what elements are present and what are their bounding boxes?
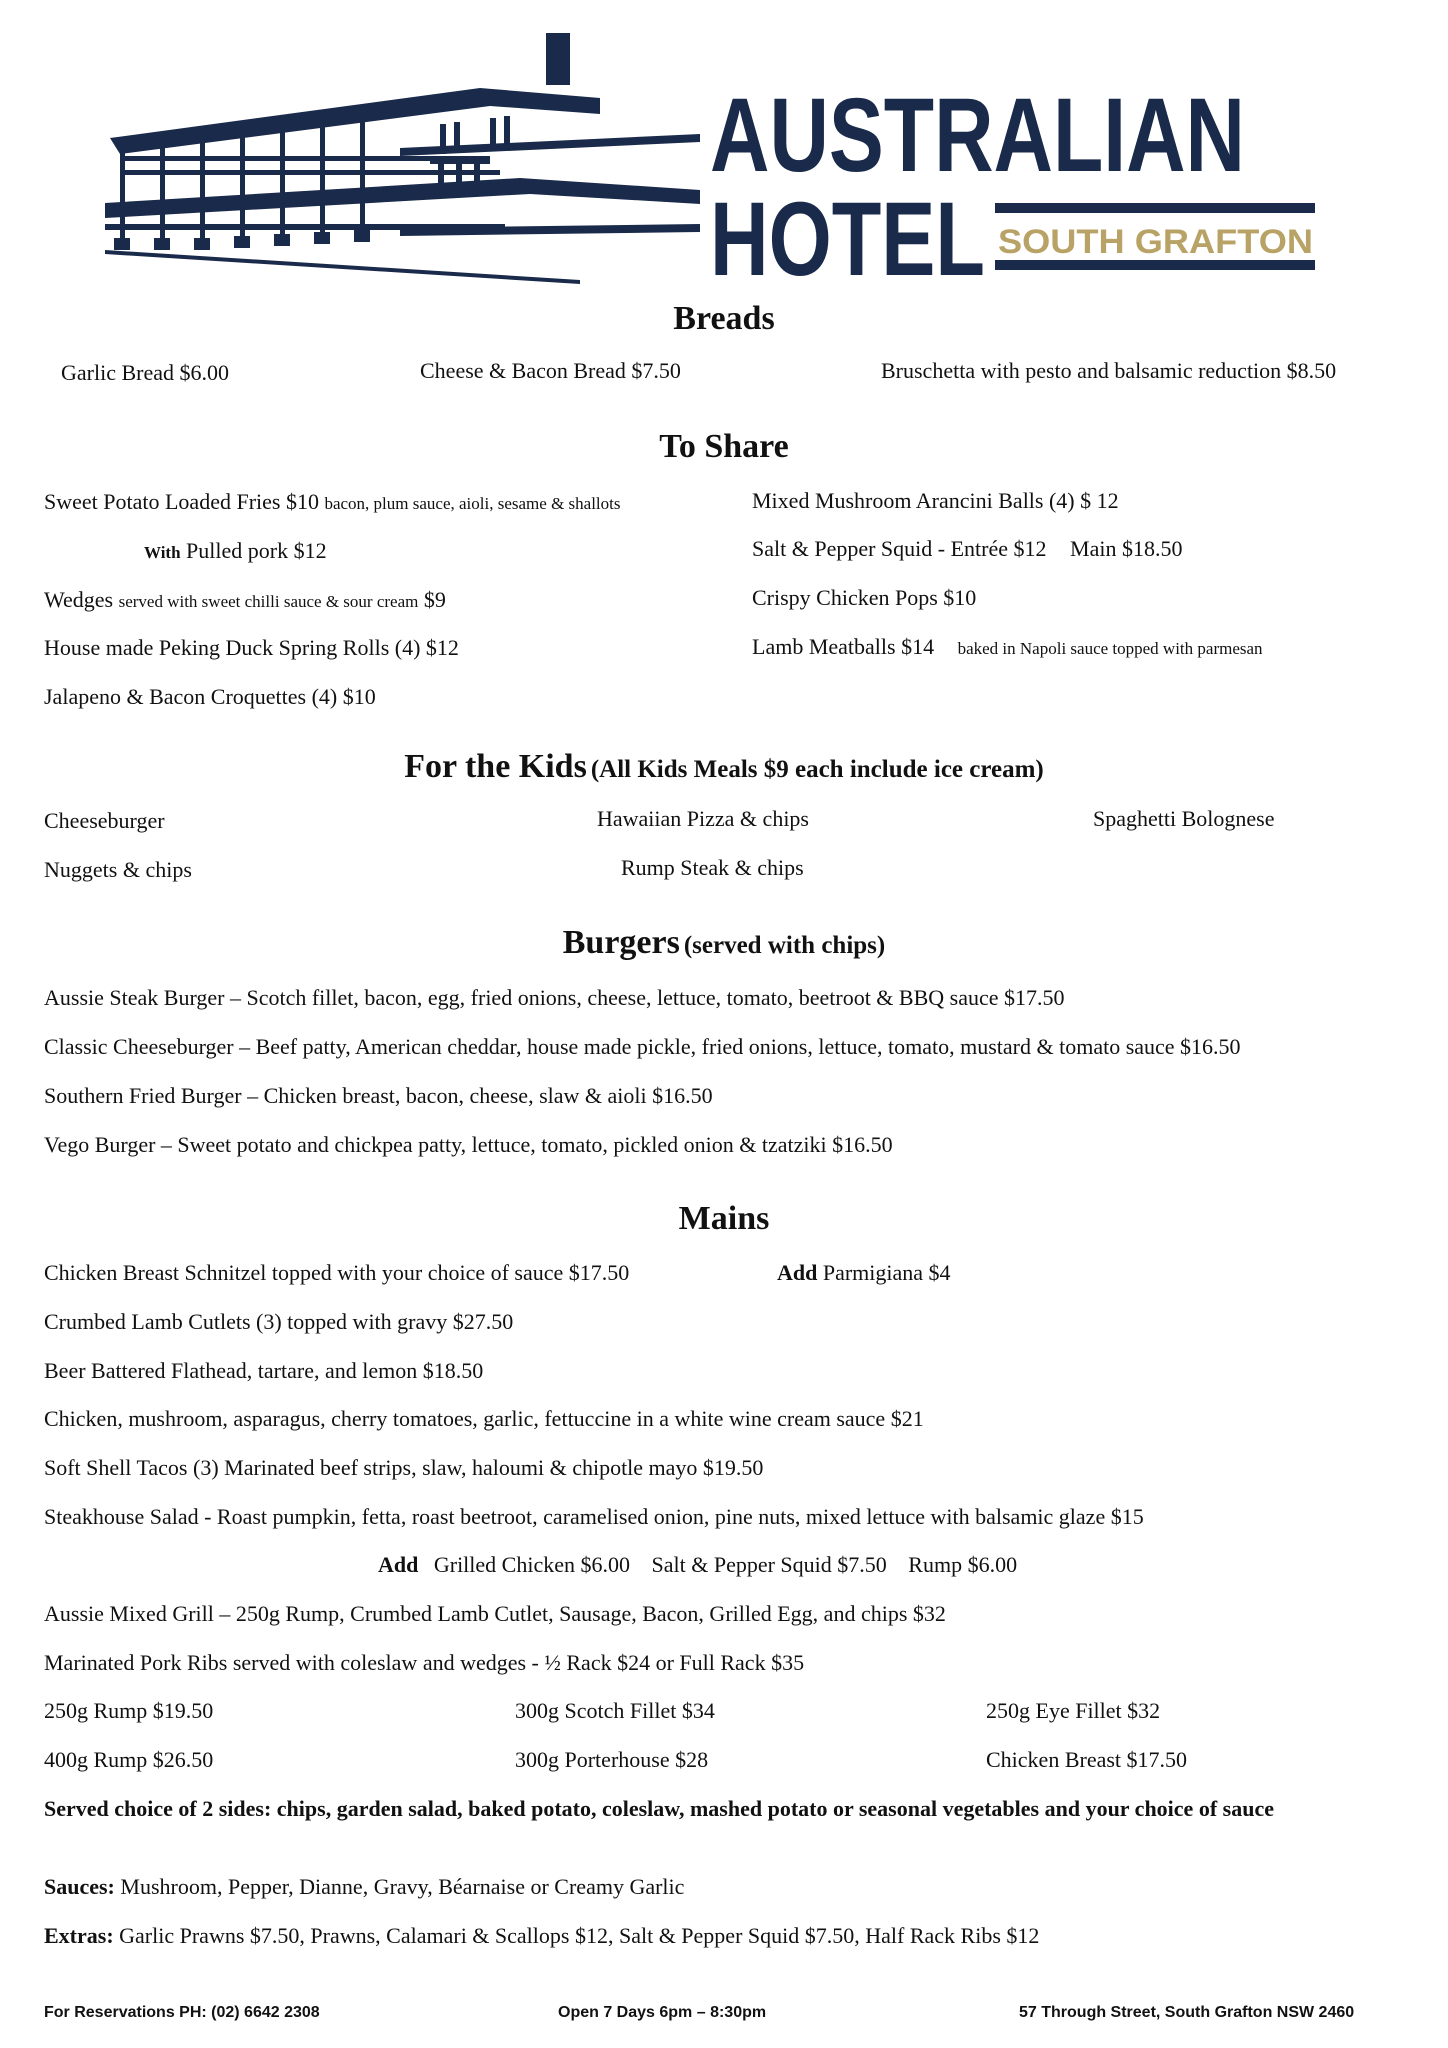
burger-item: Aussie Steak Burger – Scotch fillet, bacon, egg, fried onions, cheese, lettuce, tomato, beetroot & BBQ sauce $17.50 (44, 985, 1065, 1010)
item-note: baked in Napoli sauce topped with parmesan (957, 639, 1263, 658)
breads-item: Garlic Bread $6.00 (61, 360, 229, 385)
steak-item: 250g Eye Fillet $32 (986, 1698, 1161, 1723)
kids-item: Cheeseburger (44, 808, 165, 833)
mains-item-parmigiana (777, 1260, 951, 1286)
burgers-title: Burgers (562, 924, 680, 961)
steak-item: 300g Scotch Fillet $34 (515, 1698, 715, 1723)
brand-divider-top (995, 203, 1315, 213)
breads-item: Cheese & Bacon Bread $7.50 (420, 358, 681, 383)
mains-item-lamb-cutlets: Crumbed Lamb Cutlets (3) topped with gravy $27.50 (44, 1309, 514, 1334)
mains-heading: Mains (678, 1200, 770, 1237)
salad-addons (378, 1552, 1017, 1578)
menu-item-spring-rolls: House made Peking Duck Spring Rolls (4) $12 (44, 635, 459, 660)
menu-item-pulled-pork (144, 538, 327, 564)
menu-item-chicken-pops: Crispy Chicken Pops $10 (752, 585, 977, 610)
sauces-value: Mushroom, Pepper, Dianne, Gravy, Béarnaise or Creamy Garlic (120, 1874, 685, 1899)
breads-item: Bruschetta with pesto and balsamic reduction $8.50 (881, 358, 1337, 383)
burger-item: Classic Cheeseburger – Beef patty, American cheddar, house made pickle, fried onions, lettuce, tomato, mustard & tomato sauce $16.50 (44, 1034, 1241, 1059)
item-note: served with sweet chilli sauce & sour cream (118, 592, 419, 611)
kids-heading (0, 748, 1448, 786)
menu-item-loaded-fries (44, 489, 620, 515)
menu-item-squid (752, 536, 1182, 562)
to-share-heading: To Share (659, 428, 789, 465)
item-price: $9 (423, 587, 446, 612)
item-note: bacon, plum sauce, aioli, sesame & shallots (324, 494, 621, 513)
mains-item-mixed-grill: Aussie Mixed Grill – 250g Rump, Crumbed Lamb Cutlet, Sausage, Bacon, Grilled Egg, and chips $32 (44, 1601, 946, 1626)
addon-item: Grilled Chicken $6.00 (433, 1552, 630, 1577)
menu-item-wedges (44, 587, 446, 613)
footer-hours: Open 7 Days 6pm – 8:30pm (558, 2004, 767, 2021)
mains-item-salad: Steakhouse Salad - Roast pumpkin, fetta, roast beetroot, caramelised onion, pine nuts, mixed lettuce with balsamic glaze $15 (44, 1504, 1144, 1529)
with-label: With (144, 543, 181, 562)
kids-item: Spaghetti Bolognese (1093, 806, 1275, 831)
add-label: Add (378, 1552, 419, 1577)
item-text: Parmigiana $4 (822, 1260, 951, 1285)
item-text: Wedges (44, 587, 114, 612)
hotel-logo (100, 28, 1313, 298)
burger-item: Vego Burger – Sweet potato and chickpea patty, lettuce, tomato, pickled onion & tzatziki $16.50 (44, 1132, 893, 1157)
footer-address: 57 Through Street, South Grafton NSW 2460 (1019, 2004, 1355, 2021)
sides-note: Served choice of 2 sides: chips, garden salad, baked potato, coleslaw, mashed potato or seasonal vegetables and your choice of sauce (44, 1796, 1274, 1821)
brand-divider-bottom (995, 260, 1315, 270)
menu-item-meatballs (752, 634, 1263, 660)
kids-item: Hawaiian Pizza & chips (597, 806, 809, 831)
breads-heading: Breads (673, 300, 775, 337)
mains-item-flathead: Beer Battered Flathead, tartare, and lemon $18.50 (44, 1358, 484, 1383)
extras-value: Garlic Prawns $7.50, Prawns, Calamari & Scallops $12, Salt & Pepper Squid $7.50, Half Rack Ribs $12 (119, 1923, 1040, 1948)
kids-title: For the Kids (404, 748, 587, 785)
brand-name-line1: AUSTRALIAN (710, 77, 1245, 194)
steak-item: 250g Rump $19.50 (44, 1698, 214, 1723)
steak-item: 300g Porterhouse $28 (515, 1747, 709, 1772)
mains-item-fettuccine: Chicken, mushroom, asparagus, cherry tomatoes, garlic, fettuccine in a white wine cream sauce $21 (44, 1406, 924, 1431)
burgers-heading (0, 924, 1448, 962)
item-text: Sweet Potato Loaded Fries $10 (44, 489, 319, 514)
sauces-line (44, 1874, 684, 1900)
burgers-subtitle: (served with chips) (683, 932, 886, 959)
add-label: Add (777, 1260, 818, 1285)
mains-item-schnitzel: Chicken Breast Schnitzel topped with your choice of sauce $17.50 (44, 1260, 630, 1285)
item-main-price: Main $18.50 (1070, 536, 1183, 561)
mains-item-tacos: Soft Shell Tacos (3) Marinated beef strips, slaw, haloumi & chipotle mayo $19.50 (44, 1455, 764, 1480)
footer-reservations: For Reservations PH: (02) 6642 2308 (44, 2004, 320, 2021)
menu-item-arancini: Mixed Mushroom Arancini Balls (4) $ 12 (752, 488, 1119, 513)
steak-item: Chicken Breast $17.50 (986, 1747, 1188, 1772)
steak-item: 400g Rump $26.50 (44, 1747, 214, 1772)
item-text: Salt & Pepper Squid - Entrée $12 (752, 536, 1047, 561)
kids-item: Rump Steak & chips (621, 855, 804, 880)
sauces-label: Sauces: (44, 1874, 115, 1899)
kids-item: Nuggets & chips (44, 857, 192, 882)
addon-item: Salt & Pepper Squid $7.50 (651, 1552, 887, 1577)
brand-location: SOUTH GRAFTON (998, 223, 1313, 261)
addon-item: Rump $6.00 (908, 1552, 1018, 1577)
item-text: Lamb Meatballs $14 (752, 634, 935, 659)
mains-item-pork-ribs: Marinated Pork Ribs served with coleslaw and wedges - ½ Rack $24 or Full Rack $35 (44, 1650, 805, 1675)
menu-item-croquettes: Jalapeno & Bacon Croquettes (4) $10 (44, 684, 376, 709)
burger-item: Southern Fried Burger – Chicken breast, bacon, cheese, slaw & aioli $16.50 (44, 1083, 713, 1108)
kids-subtitle: (All Kids Meals $9 each include ice cream) (590, 756, 1044, 783)
extras-label: Extras: (44, 1923, 114, 1948)
extras-line (44, 1923, 1039, 1949)
hotel-building-illustration (105, 33, 700, 284)
item-text: Pulled pork $12 (186, 538, 327, 563)
brand-name-line2: HOTEL (710, 181, 985, 298)
